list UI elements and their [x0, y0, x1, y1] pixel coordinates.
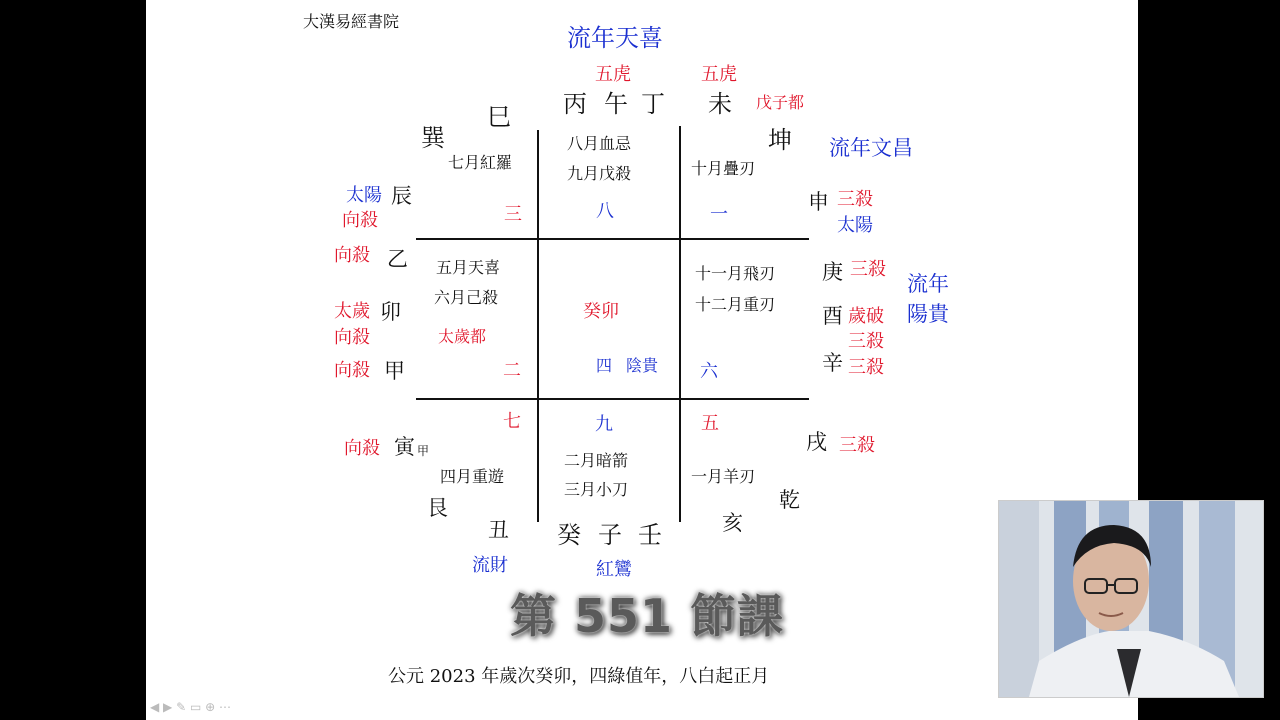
cell-ne-text: 十月疊刃: [691, 159, 756, 178]
yanggui-line1: 流年: [907, 272, 949, 296]
cell-c-text: 癸卯: [583, 301, 619, 322]
five-tiger-left: 五虎: [595, 64, 631, 85]
grid-hline-bottom: [416, 398, 809, 400]
sansha-3: 三殺: [848, 331, 884, 352]
cell-n-num: 八: [596, 201, 614, 222]
cell-nw-num: 三: [504, 204, 522, 225]
trigram-xun: 巽: [421, 124, 445, 152]
cell-e-num: 六: [700, 361, 718, 382]
sansha-1: 三殺: [837, 189, 873, 210]
branch-you: 酉: [822, 304, 843, 328]
cell-c-num: 四: [596, 356, 613, 375]
webcam-video: [998, 500, 1264, 698]
stem-ding: 丁: [641, 90, 665, 118]
yin-jia-small: 甲: [417, 444, 430, 458]
cell-e-line2: 十二月重刃: [695, 295, 776, 314]
person-icon: [999, 501, 1263, 697]
cell-se-num: 五: [701, 413, 719, 434]
branch-chou: 丑: [488, 518, 509, 542]
taiyang-right: 太陽: [837, 215, 873, 236]
cell-w-num: 二: [503, 360, 521, 381]
cell-w-line1: 五月天喜: [436, 258, 501, 277]
stem-jia: 甲: [384, 359, 405, 383]
sansha-5: 三殺: [839, 435, 875, 456]
branch-xu: 戌: [806, 430, 827, 454]
cell-n-line2: 九月戊殺: [567, 164, 632, 183]
suipo: 歲破: [848, 306, 884, 327]
xiangsha-1: 向殺: [342, 210, 378, 231]
grid-vline-left: [537, 130, 539, 522]
trigram-qian: 乾: [779, 488, 800, 512]
branch-chen: 辰: [391, 184, 412, 208]
branch-yin: 寅: [394, 435, 415, 459]
hongluan: 紅鸞: [596, 559, 632, 580]
sansha-4: 三殺: [848, 357, 884, 378]
cell-e-line1: 十一月飛刃: [695, 264, 776, 283]
stem-ren: 壬: [638, 521, 662, 549]
cell-s-line2: 三月小刀: [564, 480, 629, 499]
cell-c-star: 陰貴: [626, 356, 659, 375]
stem-bing: 丙: [563, 90, 587, 118]
lesson-title: 第 551 節課: [510, 589, 785, 643]
wuzi-du: 戊子都: [756, 93, 805, 112]
cell-w-du: 太歲都: [438, 327, 487, 346]
slideshow-controls[interactable]: ◀ ▶ ✎ ▭ ⊕ ⋯: [150, 700, 231, 714]
cell-s-num: 九: [595, 414, 613, 435]
branch-mao: 卯: [380, 300, 401, 324]
xiangsha-2: 向殺: [334, 245, 370, 266]
branch-si: 巳: [487, 103, 511, 131]
stem-geng: 庚: [822, 260, 843, 284]
taiyang-left: 太陽: [346, 185, 382, 206]
trigram-gen: 艮: [427, 496, 448, 520]
flow-year-wenchang: 流年文昌: [829, 136, 913, 160]
yanggui-line2: 陽貴: [907, 302, 949, 326]
xiangsha-4: 向殺: [334, 360, 370, 381]
liucai: 流財: [472, 555, 508, 576]
taisui: 太歲: [334, 301, 370, 322]
xiangsha-3: 向殺: [334, 327, 370, 348]
cell-sw-num: 七: [503, 411, 521, 432]
cell-ne-num: 一: [710, 204, 728, 225]
branch-zi: 子: [598, 521, 622, 549]
grid-hline-top: [416, 238, 809, 240]
xiangsha-5: 向殺: [344, 438, 380, 459]
cell-sw-text: 四月重遊: [440, 467, 505, 486]
branch-hai: 亥: [722, 511, 743, 535]
stem-xin: 辛: [822, 351, 843, 375]
cell-n-line1: 八月血忌: [567, 134, 632, 153]
grid-vline-right: [679, 126, 681, 522]
sansha-2: 三殺: [850, 259, 886, 280]
cell-w-line2: 六月己殺: [434, 288, 499, 307]
branch-wu: 午: [604, 90, 628, 118]
caption: 公元 2023 年歲次癸卯，四綠值年，八白起正月: [388, 666, 770, 687]
branch-wei: 未: [708, 90, 732, 118]
branch-shen: 申: [808, 190, 829, 214]
cell-nw-text: 七月紅羅: [448, 153, 513, 172]
five-tiger-right: 五虎: [701, 64, 737, 85]
stem-yi: 乙: [387, 247, 408, 271]
school-name: 大漢易經書院: [303, 12, 400, 31]
cell-s-line1: 二月暗箭: [564, 451, 629, 470]
cell-se-text: 一月羊刃: [691, 467, 756, 486]
stem-gui: 癸: [557, 521, 581, 549]
trigram-kun: 坤: [768, 126, 792, 154]
flow-year-tianxi: 流年天喜: [567, 24, 663, 52]
